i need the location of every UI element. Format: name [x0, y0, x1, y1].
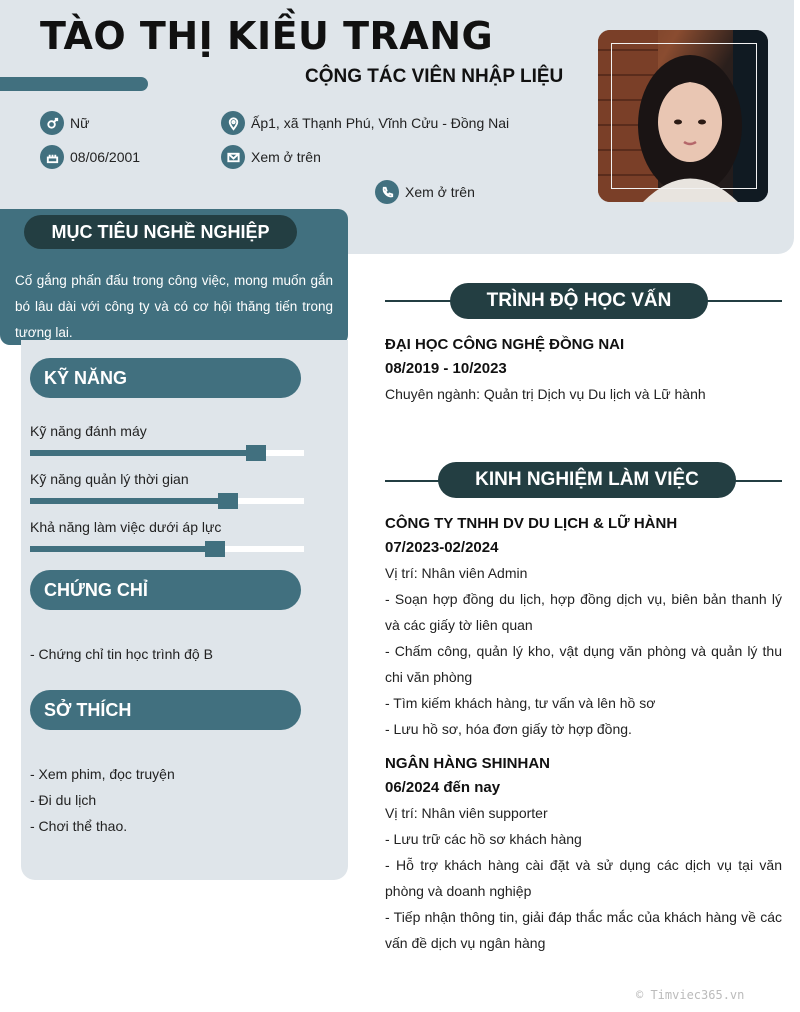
hobby-item: - Xem phim, đọc truyện — [30, 766, 175, 782]
skill-bar-knob — [218, 493, 238, 509]
email-value: Xem ở trên — [251, 149, 321, 165]
gender-info — [40, 111, 89, 135]
skill-bar-fill — [30, 546, 225, 552]
job-description — [385, 560, 782, 742]
phone-info — [375, 180, 475, 204]
school-name: ĐẠI HỌC CÔNG NGHỆ ĐỒNG NAI — [385, 336, 625, 353]
objective-text: Cố gắng phấn đấu trong công việc, mong muốn gắn bó lâu dài với công ty và có cơ hội thăng tiến trong tương lai. — [15, 273, 333, 340]
hobby-item: - Đi du lịch — [30, 792, 97, 808]
certificate-item: - Chứng chỉ tin học trình độ B — [30, 646, 213, 662]
hobbies-heading: SỞ THÍCH — [30, 690, 301, 730]
education-heading: TRÌNH ĐỘ HỌC VẤN — [450, 283, 708, 319]
birthdate-info — [40, 145, 140, 169]
job-line: Vị trí: Nhân viên Admin — [385, 565, 528, 581]
skill-label: Kỹ năng đánh máy — [30, 423, 147, 439]
job-line: - Lưu trữ các hồ sơ khách hàng — [385, 831, 582, 847]
objective-heading: MỤC TIÊU NGHỀ NGHIỆP — [24, 215, 297, 249]
job-period: 06/2024 đến nay — [385, 779, 501, 796]
job-description — [385, 800, 782, 956]
skill-bar — [30, 546, 304, 552]
experience-heading: KINH NGHIỆM LÀM VIỆC — [438, 462, 736, 498]
skill-label: Kỹ năng quản lý thời gian — [30, 471, 189, 487]
skill-bar-fill — [30, 498, 238, 504]
job-company: NGÂN HÀNG SHINHAN — [385, 755, 550, 772]
phone-icon — [375, 180, 399, 204]
skill-bar-knob — [205, 541, 225, 557]
hobby-item: - Chơi thể thao. — [30, 818, 128, 834]
phone-value: Xem ở trên — [405, 184, 475, 200]
job-line: - Tiếp nhận thông tin, giải đáp thắc mắc của khách hàng về các vấn đề dịch vụ ngân hàng — [385, 909, 782, 951]
job-line: Vị trí: Nhân viên supporter — [385, 805, 548, 821]
photo-frame — [611, 43, 757, 189]
address-info — [221, 111, 509, 135]
candidate-name: TÀO THỊ KIỀU TRANG — [40, 14, 494, 58]
skill-bar — [30, 498, 304, 504]
skills-heading: KỸ NĂNG — [30, 358, 301, 398]
title-accent-bar — [0, 77, 148, 91]
job-line: - Lưu hồ sơ, hóa đơn giấy tờ hợp đồng. — [385, 721, 632, 737]
birthdate-value: 08/06/2001 — [70, 149, 141, 165]
education-major: Chuyên ngành: Quản trị Dịch vụ Du lịch và Lữ hành — [385, 386, 706, 402]
birthday-cake-icon — [40, 145, 64, 169]
job-period: 07/2023-02/2024 — [385, 539, 499, 556]
skill-label: Khả năng làm việc dưới áp lực — [30, 519, 222, 535]
job-company: CÔNG TY TNHH DV DU LỊCH & LỮ HÀNH — [385, 515, 678, 532]
skill-bar-fill — [30, 450, 266, 456]
job-line: - Soạn hợp đồng du lịch, hợp đồng dịch vụ, biên bản thanh lý và các giấy tờ liên quan — [385, 591, 782, 633]
job-line: - Tìm kiếm khách hàng, tư vấn và lên hồ sơ — [385, 695, 656, 711]
location-pin-icon — [221, 111, 245, 135]
profile-photo — [598, 30, 768, 202]
skill-bar — [30, 450, 304, 456]
gender-icon — [40, 111, 64, 135]
skill-bar-knob — [246, 445, 266, 461]
email-info — [221, 145, 321, 169]
gender-value: Nữ — [70, 115, 90, 131]
job-title: CỘNG TÁC VIÊN NHẬP LIỆU — [305, 66, 564, 87]
job-line: - Chấm công, quản lý kho, vật dụng văn phòng và quản lý thu chi văn phòng — [385, 643, 782, 685]
education-period: 08/2019 - 10/2023 — [385, 360, 507, 377]
email-icon — [221, 145, 245, 169]
watermark: © Timviec365.vn — [636, 988, 745, 1002]
certificates-heading: CHỨNG CHỈ — [30, 570, 301, 610]
address-value: Ấp1, xã Thạnh Phú, Vĩnh Cửu - Đồng Nai — [251, 115, 510, 131]
job-line: - Hỗ trợ khách hàng cài đặt và sử dụng các dịch vụ tại văn phòng và doanh nghiệp — [385, 857, 782, 899]
